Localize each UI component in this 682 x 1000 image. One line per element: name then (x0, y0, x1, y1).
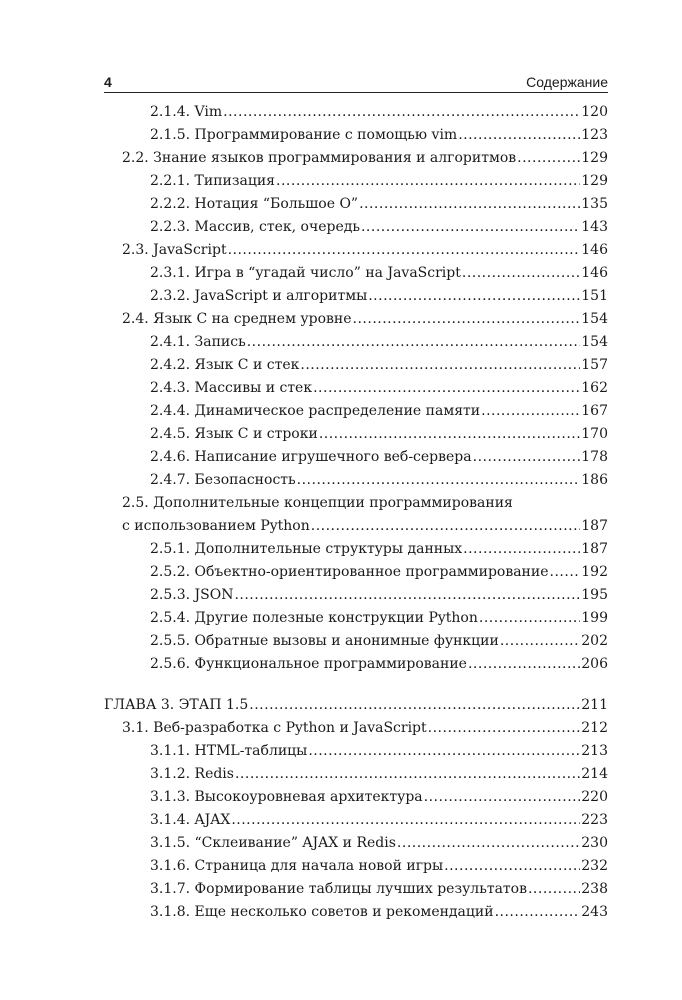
toc-entry-wrapped-line1 (104, 492, 608, 515)
toc-entry-page: 238 (581, 881, 608, 897)
toc-entry-page: 223 (581, 812, 608, 828)
toc-entry[interactable] (104, 786, 608, 809)
dot-leader (353, 308, 581, 331)
toc-entry-title: 2.3.2. JavaScript и алгоритмы (150, 288, 368, 304)
dot-leader (231, 809, 580, 832)
toc-group-chapter3 (104, 694, 608, 924)
toc-entry-title: 2.5.1. Дополнительные структуры данных (150, 541, 463, 557)
toc-entry-title: 2.3.1. Игра в “угадай число” на JavaScript (150, 265, 461, 281)
toc-entry-page: 243 (581, 904, 608, 920)
dot-leader (234, 584, 580, 607)
toc-entry-title: 3.1.3. Высокоуровневая архитектура (150, 789, 423, 805)
dot-leader (228, 239, 581, 262)
toc-entry-title: 2.5.2. Объектно-ориентированное программирование (150, 564, 549, 580)
toc-entry-title: 2.4.1. Запись (150, 334, 246, 350)
toc-entry-title: 3.1.8. Еще несколько советов и рекомендаций (150, 904, 494, 920)
toc-entry-page: 129 (581, 150, 608, 166)
toc-entry-title: 2.1.4. Vim (150, 104, 223, 120)
toc-entry[interactable] (104, 354, 608, 377)
toc-entry[interactable] (104, 584, 608, 607)
toc-entry-title: 2.5.3. JSON (150, 587, 234, 603)
dot-leader (468, 653, 580, 676)
toc-entry-page: 146 (581, 265, 608, 281)
toc-entry[interactable] (104, 763, 608, 786)
dot-leader (495, 901, 581, 924)
dot-leader (463, 538, 580, 561)
toc-entry-title: 2.1.5. Программирование с помощью vim (150, 127, 458, 143)
toc-entry[interactable] (104, 308, 608, 331)
toc-entry-page: 230 (581, 835, 608, 851)
toc-entry-page: 157 (581, 357, 608, 373)
toc-entry-title: 2.4. Язык C на среднем уровне (122, 311, 352, 327)
dot-leader (223, 101, 580, 124)
toc-entry[interactable] (104, 607, 608, 630)
toc-entry-page: 135 (581, 196, 608, 212)
dot-leader (500, 630, 580, 653)
running-head: Содержание (526, 74, 608, 90)
toc-entry[interactable] (104, 855, 608, 878)
toc-entry-title: 2.2.2. Нотация “Большое О” (150, 196, 359, 212)
toc-entry[interactable] (104, 170, 608, 193)
toc-entry-title: 3.1. Веб-разработка с Python и JavaScript (122, 720, 427, 736)
toc-entry-title: 3.1.6. Страница для начала новой игры (150, 858, 444, 874)
toc-entry-page: 167 (581, 403, 608, 419)
toc-entry-title: ГЛАВА 3. ЭТАП 1.5 (104, 697, 249, 713)
toc-entry-page: 192 (581, 564, 608, 580)
toc-entry[interactable] (104, 809, 608, 832)
toc-entry[interactable] (104, 653, 608, 676)
dot-leader (462, 262, 580, 285)
table-of-contents (104, 101, 608, 924)
dot-leader (473, 446, 581, 469)
toc-entry-page: 154 (581, 311, 608, 327)
dot-leader (249, 694, 580, 717)
dot-leader (424, 786, 581, 809)
toc-entry-page: 120 (581, 104, 608, 120)
chapter-gap (104, 676, 608, 694)
toc-entry-page: 202 (581, 633, 608, 649)
toc-entry-title: 2.4.5. Язык C и строки (150, 426, 318, 442)
dot-leader (313, 377, 580, 400)
toc-entry[interactable] (104, 101, 608, 124)
toc-entry[interactable] (104, 124, 608, 147)
toc-group-chapter2-a (104, 101, 608, 492)
dot-leader (319, 423, 580, 446)
dot-leader (276, 170, 580, 193)
dot-leader (247, 331, 581, 354)
toc-entry-page: 146 (581, 242, 608, 258)
toc-entry-page: 213 (581, 743, 608, 759)
dot-leader (308, 740, 580, 763)
toc-entry[interactable] (104, 469, 608, 492)
toc-entry-page: 123 (581, 127, 608, 143)
toc-entry-title: 2.5. Дополнительные концепции программирования (122, 495, 513, 511)
toc-entry-page: 214 (581, 766, 608, 782)
dot-leader (481, 400, 580, 423)
toc-entry[interactable] (104, 901, 608, 924)
toc-entry[interactable] (104, 740, 608, 763)
toc-entry-page: 186 (581, 472, 608, 488)
toc-entry-title: 2.2.3. Массив, стек, очередь (150, 219, 360, 235)
toc-entry-wrapped-line2[interactable] (104, 515, 608, 538)
toc-entry-title: 2.4.6. Написание игрушечного веб-сервера (150, 449, 472, 465)
dot-leader (517, 147, 580, 170)
toc-entry-page: 178 (581, 449, 608, 465)
toc-entry[interactable] (104, 423, 608, 446)
toc-entry-page: 154 (581, 334, 608, 350)
toc-entry-page: 162 (581, 380, 608, 396)
toc-entry-page: 206 (581, 656, 608, 672)
toc-entry-page: 187 (581, 541, 608, 557)
toc-entry[interactable] (104, 216, 608, 239)
page-header (104, 72, 608, 93)
toc-entry-title: с использованием Python (122, 518, 310, 534)
toc-entry-title: 3.1.1. HTML-таблицы (150, 743, 308, 759)
toc-entry-page: 212 (581, 720, 608, 736)
dot-leader (428, 717, 581, 740)
toc-entry-title: 2.5.4. Другие полезные конструкции Python (150, 610, 478, 626)
toc-entry[interactable] (104, 561, 608, 584)
toc-entry[interactable] (104, 239, 608, 262)
toc-entry[interactable] (104, 377, 608, 400)
toc-entry-page: 232 (581, 858, 608, 874)
dot-leader (444, 855, 580, 878)
toc-entry-page: 151 (581, 288, 608, 304)
dot-leader (297, 469, 581, 492)
toc-group-chapter2-b (104, 538, 608, 676)
dot-leader (235, 763, 580, 786)
dot-leader (458, 124, 580, 147)
toc-entry[interactable] (104, 630, 608, 653)
toc-entry[interactable] (104, 538, 608, 561)
toc-entry-title: 2.4.7. Безопасность (150, 472, 296, 488)
toc-entry-page: 129 (581, 173, 608, 189)
toc-entry[interactable] (104, 878, 608, 901)
toc-entry-title: 2.4.4. Динамическое распределение памяти (150, 403, 481, 419)
toc-entry[interactable] (104, 331, 608, 354)
toc-entry-title: 2.3. JavaScript (122, 242, 227, 258)
dot-leader (311, 515, 581, 538)
toc-entry[interactable] (104, 285, 608, 308)
toc-entry-title: 3.1.4. AJAX (150, 812, 231, 828)
toc-entry-page: 195 (581, 587, 608, 603)
page-number: 4 (104, 74, 112, 90)
toc-entry-title: 2.4.2. Язык C и стек (150, 357, 300, 373)
toc-entry-page: 211 (581, 697, 608, 713)
dot-leader (368, 285, 580, 308)
toc-entry[interactable] (104, 694, 608, 717)
toc-entry-page: 199 (581, 610, 608, 626)
toc-entry-page: 143 (581, 219, 608, 235)
toc-entry[interactable] (104, 147, 608, 170)
toc-entry-title: 2.2. Знание языков программирования и алгоритмов (122, 150, 517, 166)
toc-entry-page: 170 (581, 426, 608, 442)
dot-leader (359, 193, 580, 216)
toc-entry-title: 2.4.3. Массивы и стек (150, 380, 313, 396)
dot-leader (528, 878, 580, 901)
dot-leader (479, 607, 580, 630)
dot-leader (397, 832, 580, 855)
toc-entry-title: 2.2.1. Типизация (150, 173, 276, 189)
dot-leader (300, 354, 580, 377)
toc-entry[interactable] (104, 832, 608, 855)
toc-entry[interactable] (104, 400, 608, 423)
toc-entry-title: 3.1.5. “Склеивание” AJAX и Redis (150, 835, 396, 851)
dot-leader (361, 216, 580, 239)
toc-entry-title: 2.5.5. Обратные вызовы и анонимные функции (150, 633, 499, 649)
toc-entry[interactable] (104, 262, 608, 285)
toc-entry-title: 2.5.6. Функциональное программирование (150, 656, 467, 672)
toc-entry-page: 220 (581, 789, 608, 805)
toc-entry-title: 3.1.2. Redis (150, 766, 234, 782)
toc-entry[interactable] (104, 717, 608, 740)
toc-entry-page: 187 (581, 518, 608, 534)
toc-entry[interactable] (104, 193, 608, 216)
toc-entry-title: 3.1.7. Формирование таблицы лучших результатов (150, 881, 527, 897)
dot-leader (550, 561, 581, 584)
toc-entry[interactable] (104, 446, 608, 469)
